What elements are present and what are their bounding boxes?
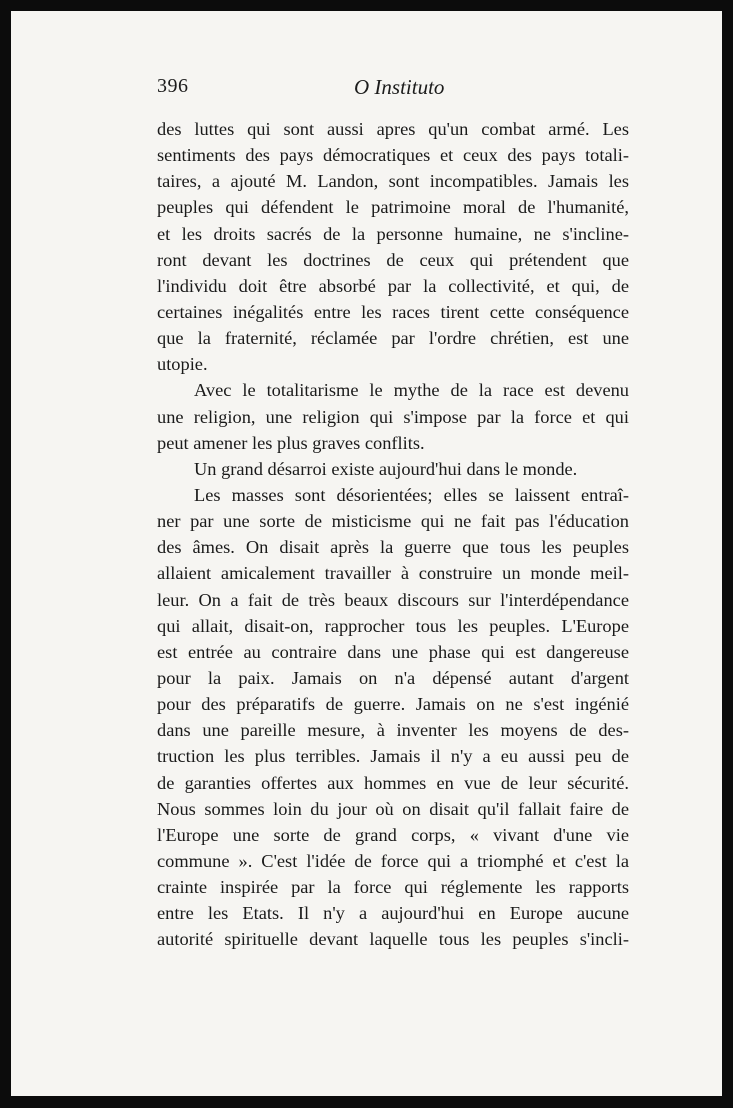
text-line: pour la paix. Jamais on n'a dépensé autant d'argent: [157, 667, 629, 688]
text-line: certaines inégalités entre les races tirent cette conséquence: [157, 301, 629, 322]
text-line: des âmes. On disait après la guerre que tous les peuples: [157, 537, 629, 558]
text-line: truction les plus terribles. Jamais il n'y a eu aussi peu de: [157, 746, 629, 767]
text-line: pour des préparatifs de guerre. Jamais on ne s'est ingénié: [157, 694, 629, 715]
text-line: et les droits sacrés de la personne humaine, ne s'incline-: [157, 223, 629, 244]
text-line: autorité spirituelle devant laquelle tous les peuples s'incli-: [157, 929, 629, 950]
text-line: leur. On a fait de très beaux discours sur l'interdépendance: [157, 589, 629, 610]
text-line: de garanties offertes aux hommes en vue de leur sécurité.: [157, 772, 629, 793]
text-line: ront devant les doctrines de ceux qui prétendent que: [157, 249, 629, 270]
running-title: O Instituto: [354, 75, 445, 99]
text-line: dans une pareille mesure, à inventer les moyens de des-: [157, 720, 629, 741]
text-line: des luttes qui sont aussi apres qu'un combat armé. Les: [157, 119, 629, 139]
text-line: crainte inspirée par la force qui réglemente les rapports: [157, 877, 629, 898]
text-line: l'individu doit être absorbé par la collectivité, et qui, de: [157, 275, 629, 296]
body-text: [157, 116, 629, 953]
page-number: 396: [157, 75, 189, 97]
text-line: commune ». C'est l'idée de force qui a triomphé et c'est la: [157, 850, 629, 871]
text-line: taires, a ajouté M. Landon, sont incompatibles. Jamais les: [157, 171, 629, 192]
text-line: une religion, une religion qui s'impose par la force et qui: [157, 406, 629, 427]
text-line: allaient amicalement travailler à construire un monde meil-: [157, 563, 629, 584]
text-line: peuples qui défendent le patrimoine moral de l'humanité,: [157, 197, 629, 218]
text-line: Nous sommes loin du jour où on disait qu'il fallait faire de: [157, 798, 629, 819]
text-line: est entrée au contraire dans une phase qui est dangereuse: [157, 641, 629, 662]
page-header: [11, 73, 722, 113]
text-line: ner par une sorte de misticisme qui ne fait pas l'éducation: [157, 511, 629, 532]
text-line: Avec le totalitarisme le mythe de la race est devenu: [194, 380, 629, 401]
text-line: utopie.: [157, 354, 208, 375]
scanned-page: [11, 11, 722, 1096]
text-line: Un grand désarroi existe aujourd'hui dans le monde.: [194, 458, 578, 479]
text-line: qui allait, disait-on, rapprocher tous les peuples. L'Europe: [157, 615, 629, 636]
text-line: peut amener les plus graves conflits.: [157, 432, 425, 453]
text-line: l'Europe une sorte de grand corps, « vivant d'une vie: [157, 824, 629, 845]
text-line: entre les Etats. Il n'y a aujourd'hui en Europe aucune: [157, 903, 629, 924]
text-line: sentiments des pays démocratiques et ceux des pays totali-: [157, 145, 629, 166]
text-line: Les masses sont désorientées; elles se laissent entraî-: [194, 484, 629, 505]
text-line: que la fraternité, réclamée par l'ordre chrétien, est une: [157, 328, 629, 349]
